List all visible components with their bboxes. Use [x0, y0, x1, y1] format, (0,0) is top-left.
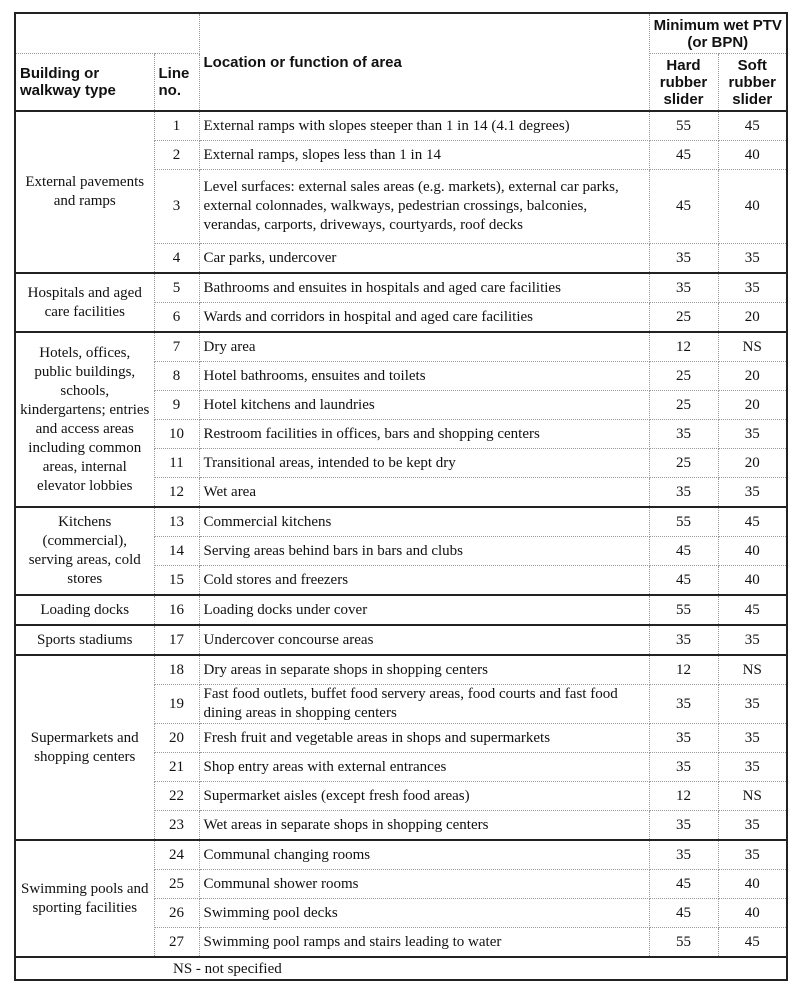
line-no-cell: 11	[154, 449, 199, 478]
hard-slider-value: 25	[649, 362, 718, 391]
soft-slider-value: 35	[718, 840, 787, 870]
line-no-cell: 9	[154, 391, 199, 420]
hard-slider-value: 55	[649, 595, 718, 625]
hard-slider-value: 45	[649, 537, 718, 566]
location-cell: Transitional areas, intended to be kept dry	[199, 449, 649, 478]
soft-slider-value: 40	[718, 170, 787, 244]
location-cell: Dry areas in separate shops in shopping centers	[199, 655, 649, 685]
line-no-cell: 5	[154, 273, 199, 303]
soft-slider-value: 40	[718, 141, 787, 170]
building-type-cell: Hotels, offices, public buildings, schools, kindergartens; entries and access areas including common areas, internal elevator lobbies	[15, 332, 154, 507]
location-cell: Bathrooms and ensuites in hospitals and aged care facilities	[199, 273, 649, 303]
table-body	[15, 111, 787, 957]
location-cell: Car parks, undercover	[199, 244, 649, 274]
location-cell: Serving areas behind bars in bars and clubs	[199, 537, 649, 566]
soft-slider-value: 20	[718, 391, 787, 420]
line-no-cell: 3	[154, 170, 199, 244]
building-type-cell: Sports stadiums	[15, 625, 154, 655]
line-no-cell: 17	[154, 625, 199, 655]
location-cell: Wards and corridors in hospital and aged care facilities	[199, 303, 649, 333]
location-cell: Wet areas in separate shops in shopping centers	[199, 811, 649, 841]
soft-slider-value: 40	[718, 870, 787, 899]
line-no-cell: 10	[154, 420, 199, 449]
header-soft-rubber-slider: Soft rubber slider	[718, 54, 787, 112]
line-no-cell: 2	[154, 141, 199, 170]
location-cell: Communal shower rooms	[199, 870, 649, 899]
line-no-cell: 13	[154, 507, 199, 537]
hard-slider-value: 35	[649, 724, 718, 753]
soft-slider-value: 45	[718, 507, 787, 537]
soft-slider-value: 45	[718, 111, 787, 141]
table-row	[15, 655, 787, 685]
line-no-cell: 21	[154, 753, 199, 782]
soft-slider-value: 35	[718, 244, 787, 274]
location-cell: Commercial kitchens	[199, 507, 649, 537]
line-no-cell: 19	[154, 685, 199, 724]
footnote: NS - not specified	[15, 957, 787, 980]
soft-slider-value: 35	[718, 811, 787, 841]
line-no-cell: 18	[154, 655, 199, 685]
hard-slider-value: 55	[649, 507, 718, 537]
soft-slider-value: NS	[718, 332, 787, 362]
hard-slider-value: 35	[649, 478, 718, 508]
table-row	[15, 273, 787, 303]
line-no-cell: 7	[154, 332, 199, 362]
line-no-cell: 20	[154, 724, 199, 753]
line-no-cell: 25	[154, 870, 199, 899]
location-cell: Loading docks under cover	[199, 595, 649, 625]
hard-slider-value: 12	[649, 655, 718, 685]
hard-slider-value: 35	[649, 840, 718, 870]
location-cell: Fast food outlets, buffet food servery areas, food courts and fast food dining areas in shopping centers	[199, 685, 649, 724]
header-line-no: Line no.	[154, 54, 199, 112]
line-no-cell: 24	[154, 840, 199, 870]
soft-slider-value: 20	[718, 362, 787, 391]
hard-slider-value: 55	[649, 928, 718, 958]
hard-slider-value: 35	[649, 625, 718, 655]
soft-slider-value: NS	[718, 782, 787, 811]
location-cell: Cold stores and freezers	[199, 566, 649, 596]
hard-slider-value: 12	[649, 332, 718, 362]
line-no-cell: 8	[154, 362, 199, 391]
building-type-cell: Loading docks	[15, 595, 154, 625]
line-no-cell: 15	[154, 566, 199, 596]
table-row	[15, 840, 787, 870]
location-cell: Wet area	[199, 478, 649, 508]
soft-slider-value: 40	[718, 537, 787, 566]
line-no-cell: 1	[154, 111, 199, 141]
header-location: Location or function of area	[199, 13, 649, 111]
hard-slider-value: 35	[649, 685, 718, 724]
location-cell: Fresh fruit and vegetable areas in shops and supermarkets	[199, 724, 649, 753]
header-building-type: Building or walkway type	[15, 54, 154, 112]
location-cell: Swimming pool ramps and stairs leading to water	[199, 928, 649, 958]
soft-slider-value: 20	[718, 303, 787, 333]
location-cell: Hotel kitchens and laundries	[199, 391, 649, 420]
header-min-wet-ptv: Minimum wet PTV (or BPN)	[649, 13, 787, 54]
building-type-cell: Hospitals and aged care facilities	[15, 273, 154, 332]
line-no-cell: 26	[154, 899, 199, 928]
table-row	[15, 595, 787, 625]
line-no-cell: 12	[154, 478, 199, 508]
header-hard-rubber-slider: Hard rubber slider	[649, 54, 718, 112]
hard-slider-value: 35	[649, 244, 718, 274]
line-no-cell: 23	[154, 811, 199, 841]
hard-slider-value: 55	[649, 111, 718, 141]
soft-slider-value: 35	[718, 420, 787, 449]
soft-slider-value: 35	[718, 625, 787, 655]
location-cell: Undercover concourse areas	[199, 625, 649, 655]
location-cell: External ramps with slopes steeper than 1 in 14 (4.1 degrees)	[199, 111, 649, 141]
hard-slider-value: 45	[649, 170, 718, 244]
soft-slider-value: 40	[718, 566, 787, 596]
hard-slider-value: 45	[649, 870, 718, 899]
location-cell: Restroom facilities in offices, bars and shopping centers	[199, 420, 649, 449]
hard-slider-value: 12	[649, 782, 718, 811]
slip-resistance-table	[14, 12, 788, 981]
building-type-cell: Swimming pools and sporting facilities	[15, 840, 154, 957]
location-cell: Supermarket aisles (except fresh food areas)	[199, 782, 649, 811]
table-row	[15, 625, 787, 655]
soft-slider-value: 45	[718, 595, 787, 625]
line-no-cell: 6	[154, 303, 199, 333]
soft-slider-value: 35	[718, 753, 787, 782]
location-cell: Shop entry areas with external entrances	[199, 753, 649, 782]
hard-slider-value: 25	[649, 391, 718, 420]
location-cell: Level surfaces: external sales areas (e.g. markets), external car parks, external colonnades, walkways, pedestrian crossings, balconies, verandas, carports, driveways, courtyards, roof decks	[199, 170, 649, 244]
hard-slider-value: 35	[649, 811, 718, 841]
building-type-cell: Kitchens (commercial), serving areas, cold stores	[15, 507, 154, 595]
line-no-cell: 22	[154, 782, 199, 811]
soft-slider-value: 40	[718, 899, 787, 928]
soft-slider-value: 35	[718, 478, 787, 508]
table-row	[15, 332, 787, 362]
hard-slider-value: 25	[649, 303, 718, 333]
soft-slider-value: 45	[718, 928, 787, 958]
building-type-cell: Supermarkets and shopping centers	[15, 655, 154, 840]
location-cell: Dry area	[199, 332, 649, 362]
building-type-cell: External pavements and ramps	[15, 111, 154, 273]
hard-slider-value: 45	[649, 141, 718, 170]
line-no-cell: 14	[154, 537, 199, 566]
header-blank	[15, 13, 199, 54]
location-cell: Communal changing rooms	[199, 840, 649, 870]
line-no-cell: 16	[154, 595, 199, 625]
soft-slider-value: 35	[718, 685, 787, 724]
location-cell: External ramps, slopes less than 1 in 14	[199, 141, 649, 170]
hard-slider-value: 45	[649, 566, 718, 596]
soft-slider-value: NS	[718, 655, 787, 685]
line-no-cell: 4	[154, 244, 199, 274]
table-header	[15, 13, 787, 111]
soft-slider-value: 35	[718, 273, 787, 303]
soft-slider-value: 35	[718, 724, 787, 753]
soft-slider-value: 20	[718, 449, 787, 478]
table-row	[15, 507, 787, 537]
hard-slider-value: 45	[649, 899, 718, 928]
table-row	[15, 111, 787, 141]
hard-slider-value: 35	[649, 420, 718, 449]
hard-slider-value: 25	[649, 449, 718, 478]
location-cell: Swimming pool decks	[199, 899, 649, 928]
line-no-cell: 27	[154, 928, 199, 958]
location-cell: Hotel bathrooms, ensuites and toilets	[199, 362, 649, 391]
hard-slider-value: 35	[649, 273, 718, 303]
hard-slider-value: 35	[649, 753, 718, 782]
